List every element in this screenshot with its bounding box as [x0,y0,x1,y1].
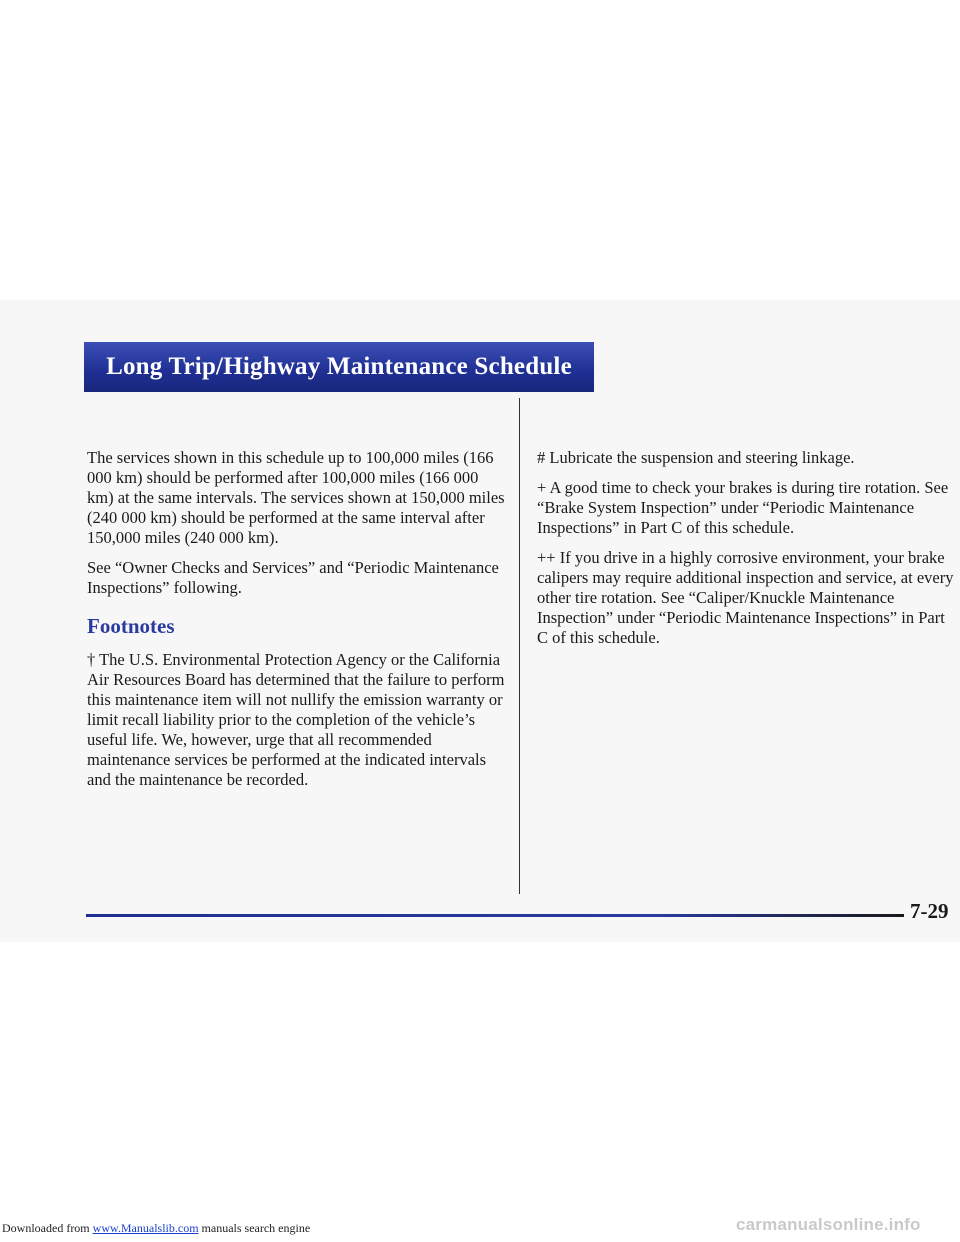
manualslib-link[interactable]: www.Manualslib.com [92,1221,199,1235]
footnote-double-plus: ++ If you drive in a highly corrosive environment, your brake calipers may require additional inspection and service, at every other tire rotation. See “Caliper/Knuckle Maintenance Inspection” under “Periodic Maintenance Inspections” in Part C of this schedule. [537,548,954,647]
download-notice [2,1221,310,1236]
section-title-bar [84,342,594,392]
column-divider [519,398,520,894]
download-suffix: manuals search engine [201,1221,311,1235]
footnote-hash: # Lubricate the suspension and steering linkage. [537,448,855,467]
page-title: Long Trip/Highway Maintenance Schedule [106,353,572,380]
footnotes-heading: Footnotes [87,614,175,638]
right-column [537,448,957,658]
see-also-paragraph: See “Owner Checks and Services” and “Periodic Maintenance Inspections” following. [87,558,499,597]
left-column [87,448,505,800]
watermark-text: carmanualsonline.info [736,1215,921,1234]
footnote-dagger: † The U.S. Environmental Protection Agency or the California Air Resources Board has determined that the failure to perform this maintenance item will not nullify the emission warranty or limit recall liability prior to the completion of the vehicle’s useful life. We, however, urge that all recommended maintenance services be performed at the indicated intervals and the maintenance be recorded. [87,650,505,789]
download-prefix: Downloaded from [2,1221,90,1235]
footnote-plus: + A good time to check your brakes is during tire rotation. See “Brake System Inspection” under “Periodic Maintenance Inspections” in Part C of this schedule. [537,478,949,537]
intro-paragraph: The services shown in this schedule up to 100,000 miles (166 000 km) should be performed after 100,000 miles (166 000 km) at the same intervals. The services shown at 150,000 miles (240 000 km) should be performed at the same interval after 150,000 miles (240 000 km). [87,448,505,547]
footer-rule [86,914,904,917]
page-number: 7-29 [910,899,949,923]
